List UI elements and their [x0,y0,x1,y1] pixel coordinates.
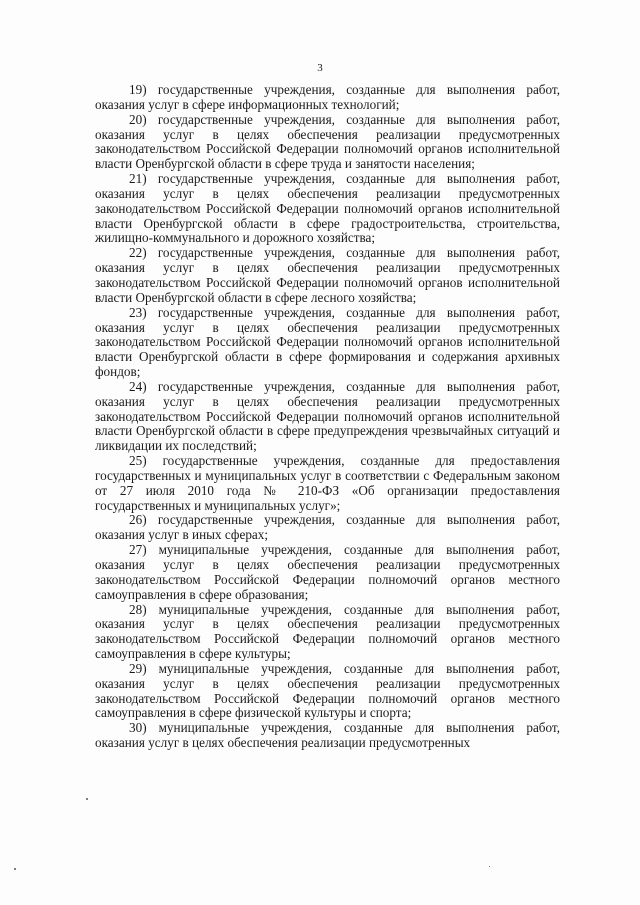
clause-21: 21) государственные учреждения, созданные для выполнения работ, оказания услуг в целях обеспечения реализации предусмотренных законодательством Российской Федерации полномочий органов исполнительной власти Оренбургской области в сфере градостроительства, строительства, жилищно-коммунального и дорожного хозяйства; [95,171,560,246]
clause-19: 19) государственные учреждения, созданные для выполнения работ, оказания услуг в сфере информационных технологий; [95,82,560,112]
clause-22: 22) государственные учреждения, созданные для выполнения работ, оказания услуг в целях обеспечения реализации предусмотренных законодательством Российской Федерации полномочий органов исполнительной власти Оренбургской области в сфере лесного хозяйства; [95,245,560,305]
clause-25: 25) государственные учреждения, созданные для предоставления государственных и муниципальных услуг в соответствии с Федеральным законом от 27 июля 2010 года № 210-ФЗ «Об организации предоставления государственных и муниципальных услуг»; [95,453,560,513]
document-body [95,83,560,751]
clause-26: 26) государственные учреждения, созданные для выполнения работ, оказания услуг в иных сферах; [95,512,560,543]
clause-30: 30) муниципальные учреждения, созданные для выполнения работ, оказания услуг в целях обеспечения реализации предусмотренных [95,720,560,751]
scan-speck [489,866,490,867]
clause-23: 23) государственные учреждения, созданные для выполнения работ, оказания услуг в целях обеспечения реализации предусмотренных законодательством Российской Федерации полномочий органов исполнительной власти Оренбургской области в сфере формирования и содержания архивных фондов; [95,304,560,380]
clause-20: 20) государственные учреждения, созданные для выполнения работ, оказания услуг в целях обеспечения реализации предусмотренных законодательством Российской Федерации полномочий органов исполнительной власти Оренбургской области в сфере труда и занятости населения; [95,111,560,172]
scan-speck [86,798,88,800]
clause-28: 28) муниципальные учреждения, созданные для выполнения работ, оказания услуг в целях обеспечения реализации предусмотренных законодательством Российской Федерации полномочий органов местного самоуправления в сфере культуры; [95,601,560,662]
clause-24: 24) государственные учреждения, созданные для выполнения работ, оказания услуг в целях обеспечения реализации предусмотренных законодательством Российской Федерации полномочий органов исполнительной власти Оренбургской области в сфере предупреждения чрезвычайных ситуаций и ликвидации их последствий; [95,378,560,454]
page-number: 3 [317,62,323,74]
clause-27: 27) муниципальные учреждения, созданные для выполнения работ, оказания услуг в целях обеспечения реализации предусмотренных законодательством Российской Федерации полномочий органов местного самоуправления в сфере образования; [95,542,560,602]
scan-speck [14,868,16,870]
clause-29: 29) муниципальные учреждения, созданные для выполнения работ, оказания услуг в целях обеспечения реализации предусмотренных законодательством Российской Федерации полномочий органов местного самоуправления в сфере физической культуры и спорта; [95,660,560,721]
